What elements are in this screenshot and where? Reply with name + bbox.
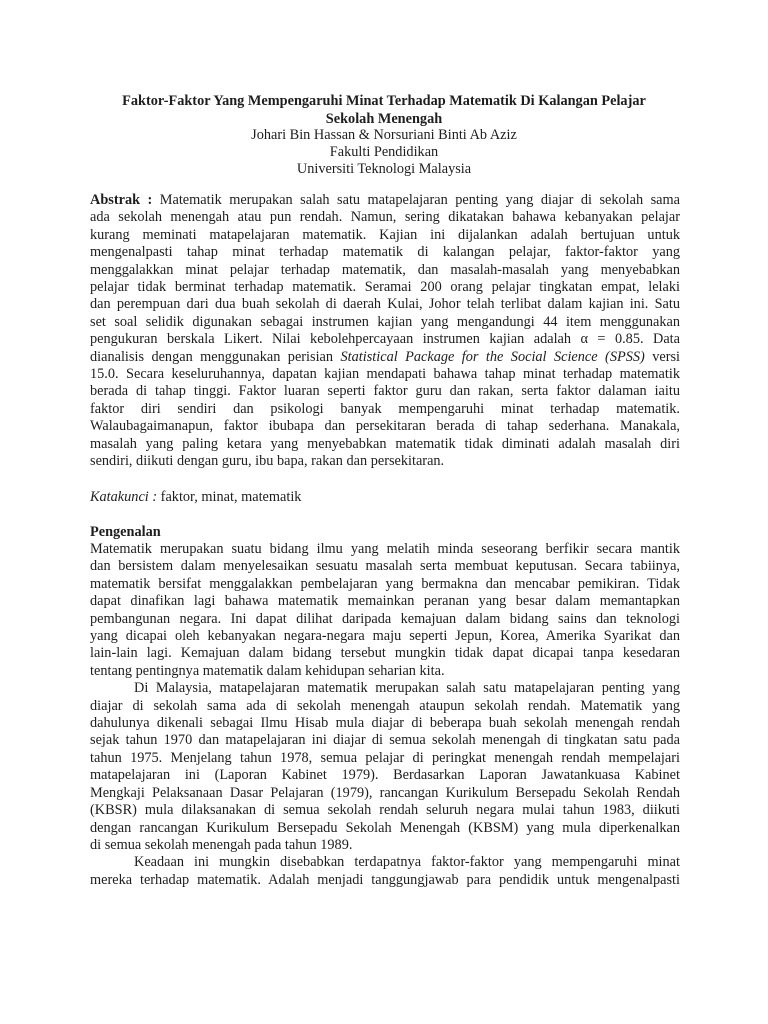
abstract-line: sendiri, diikuti dengan guru, ibu bapa, rakan dan persekitaran. bbox=[90, 453, 445, 470]
intro-line: mereka terhadap matematik. Adalah menjadi tanggungjawab para pendidik untuk mengenalpasti bbox=[90, 871, 680, 888]
intro-line: Mengkaji Pelaksanaan Dasar Pelajaran (1979), rancangan Kurikulum Bersepadu Sekolah Rendah bbox=[90, 784, 680, 801]
faculty: Fakulti Pendidikan bbox=[329, 144, 439, 160]
intro-line: Matematik merupakan suatu bidang ilmu yang melatih minda seseorang berfikir secara mantik bbox=[90, 541, 680, 557]
intro-line: dapat dinafikan lagi bahawa matematik memainkan peranan yang besar dalam memantapkan bbox=[90, 593, 680, 610]
intro-line: Di Malaysia, matapelajaran matematik merupakan salah satu matapelajaran penting yang bbox=[134, 680, 680, 697]
abstract-line: pengukuran berskala Likert. Nilai kebolehpercayaan instrumen kajian adalah α = 0.85. Data bbox=[90, 331, 680, 348]
intro-line: di semua sekolah menengah pada tahun 1989. bbox=[90, 836, 353, 853]
intro-line: diajar di sekolah sama ada di sekolah menengah ataupun sekolah rendah. Matematik yang bbox=[90, 697, 680, 714]
keywords bbox=[90, 489, 301, 506]
university: Universiti Teknologi Malaysia bbox=[296, 161, 472, 177]
intro-line: matapelajaran ini (Laporan Kabinet 1979). Berdasarkan Laporan Jawatankuasa Kabinet bbox=[90, 767, 680, 784]
abstract-line: dan perempuan dari dua buah sekolah di daerah Kulai, Johor telah terlibat dalam kajian ini. Satu bbox=[90, 296, 680, 313]
abstract-line: set soal selidik digunakan sebagai instrumen kajian yang mengandungi 44 item menggunakan bbox=[90, 313, 680, 330]
intro-line: yang dicapai oleh kebanyakan negara-negara maju seperti Jepun, Korea, Amerika Syarikat dan bbox=[90, 628, 680, 645]
intro-line: sejak tahun 1970 dan matapelajaran ini diajar di semua sekolah menengah di tingkatan satu pada bbox=[90, 732, 680, 749]
introduction-body bbox=[90, 541, 680, 889]
intro-line: tahun 1975. Menjelang tahun 1978, semua pelajar di peringkat menengah rendah mempelajari bbox=[90, 749, 680, 766]
authors: Johari Bin Hassan & Norsuriani Binti Ab Aziz bbox=[251, 127, 517, 143]
intro-line: (KBSR) mula dilaksanakan di semua sekolah rendah seluruh negara mulai tahun 1983, diikuti bbox=[90, 802, 680, 819]
section-heading: Pengenalan bbox=[90, 524, 161, 540]
intro-line: tentang pentingnya matematik dalam kehidupan seharian kita. bbox=[90, 662, 445, 679]
paper-title-line-1: Faktor-Faktor Yang Mempengaruhi Minat Terhadap Matematik Di Kalangan Pelajar bbox=[122, 93, 646, 109]
abstract-line: ada sekolah menengah atau pun rendah. Namun, sering dikatakan bahawa kebanyakan pelajar bbox=[90, 209, 680, 226]
intro-line: dahulunya dikenali sebagai Ilmu Hisab mula diajar di beberapa buah sekolah menengah rendah bbox=[90, 715, 680, 732]
intro-line: dengan rancangan Kurikulum Bersepadu Sekolah Menengah (KBSM) yang mula diperkenalkan bbox=[90, 819, 680, 836]
abstract-line: berada di tahap tinggi. Faktor luaran seperti faktor guru dan rakan, serta faktor dalaman iaitu bbox=[90, 383, 680, 400]
author-block bbox=[60, 127, 708, 178]
intro-line: dan bersistem dalam menyelesaikan sesuatu masalah serta membuat keputusan. Secara tabiinya, bbox=[90, 558, 680, 575]
abstract-line: menggalakkan minat pelajar terhadap matematik, dan masalah-masalah yang menyebabkan bbox=[90, 261, 680, 278]
abstract bbox=[90, 192, 680, 471]
abstract-line: faktor diri sendiri dan psikologi banyak mempengaruhi minat terhadap matematik. bbox=[90, 400, 680, 417]
abstract-label: Abstrak : bbox=[90, 192, 153, 208]
intro-line: matematik bersifat menggalakkan pembelajaran yang bermakna dan mencabar pemikiran. Tidak bbox=[90, 575, 680, 592]
intro-line: lain-lain lagi. Kemajuan dalam bidang tersebut mungkin tidak dapat dicapai tanpa kesedaran bbox=[90, 645, 680, 662]
abstract-line: dianalisis dengan menggunakan perisian Statistical Package for the Social Science (SPSS) versi bbox=[90, 348, 680, 365]
intro-line: pembangunan negara. Ini dapat dilihat daripada kemajuan dalam bidang sains dan teknologi bbox=[90, 610, 680, 627]
keywords-label: Katakunci : bbox=[90, 489, 158, 505]
intro-line: Keadaan ini mungkin disebabkan terdapatnya faktor-faktor yang mempengaruhi minat bbox=[134, 854, 680, 871]
spss-name: Statistical Package for the Social Science (SPSS) bbox=[340, 348, 645, 365]
abstract-line: 15.0. Secara keseluruhannya, dapatan kajian mendapati bahawa tahap minat terhadap matematik bbox=[90, 366, 680, 383]
abstract-line: kurang meminati matapelajaran matematik. Kajian ini dijalankan adalah bertujuan untuk bbox=[90, 226, 680, 243]
paper-title-line-2: Sekolah Menengah bbox=[325, 111, 443, 127]
keywords-text: faktor, minat, matematik bbox=[157, 489, 302, 505]
abstract-line: masalah yang paling ketara yang menyebabkan matematik tidak diminati adalah masalah diri bbox=[90, 435, 680, 452]
paper-title bbox=[60, 92, 708, 128]
abstract-line: pelajar tidak berminat terhadap matematik. Seramai 200 orang pelajar tingkatan empat, lelaki bbox=[90, 279, 680, 296]
abstract-line: Abstrak : Matematik merupakan salah satu matapelajaran penting yang diajar di sekolah sama bbox=[90, 192, 680, 208]
abstract-line: mengenalpasti tahap minat terhadap matematik di kalangan pelajar, faktor-faktor yang bbox=[90, 244, 680, 261]
abstract-line: Walaubagaimanapun, faktor ibubapa dan persekitaran berada di tahap sederhana. Manakala, bbox=[90, 418, 680, 435]
